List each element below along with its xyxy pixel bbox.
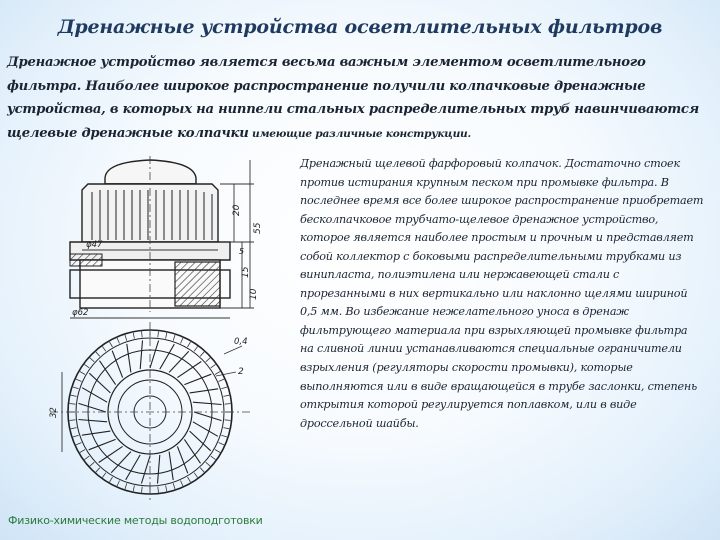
plan-outer-tick xyxy=(71,428,77,429)
plan-slot-line xyxy=(78,420,107,422)
plan-outer-tick xyxy=(69,420,75,421)
plan-outer-tick xyxy=(158,487,159,493)
plan-outer-tick xyxy=(90,462,95,466)
plan-outer-tick xyxy=(117,338,119,344)
plan-outer-tick xyxy=(110,342,113,347)
drainage-cap-drawing xyxy=(10,150,294,500)
plan-slot-line xyxy=(184,374,211,384)
plan-outer-tick xyxy=(133,485,134,491)
plan-outer-tick xyxy=(71,395,77,396)
plan-outer-tick xyxy=(76,379,82,381)
plan-outer-tick xyxy=(110,477,113,482)
plan-outer-tick xyxy=(181,338,183,344)
plan-outer-tick xyxy=(223,428,229,429)
plan-outer-tick xyxy=(211,364,216,368)
plan-dim-label: 32 xyxy=(49,407,59,418)
plan-outer-tick xyxy=(215,372,220,375)
plan-outer-tick xyxy=(219,443,225,445)
plan-outer-tick xyxy=(225,420,231,421)
callout-number: 2 xyxy=(238,367,244,377)
plan-outer-tick xyxy=(96,468,100,473)
plan-outer-tick xyxy=(206,358,211,362)
dia-label-lower: φ62 xyxy=(72,308,89,318)
plan-slot-line xyxy=(127,344,131,373)
dim-label-small: 5 xyxy=(239,247,245,256)
plan-slot-line xyxy=(82,388,107,403)
plan-outer-tick xyxy=(219,379,225,381)
intro-main-text: Дренажное устройство является весьма важным элементом осветлительного фильтра. Наиболее широкое распространение получили колпачковые дренажные устройства, в которых на ниппели стальных распределительных труб навинчиваются щелевые дренажные колпачки xyxy=(7,55,699,141)
cap-description: Дренажный щелевой фарфоровый колпачок. Достаточно стоек против истирания крупным песком при промывке фильтра. В последнее время все более широкое распространение приобретает бесколпачковое трубчато-щелевое дренажное устройство, которое является наиболее простым и прочным и представляет собой коллектор с боковыми распределительными трубками из винипласта, полиэтилена или нержавеющей стали с прорезанными в них вертикально или наклонно щелями шириной 0,5 мм. Во избежание нежелательного уноса в дренаж фильтрующего материала при взрыхляющей промывке фильтра на сливной линии устанавливаются специальные ограничители взрыхления (регуляторы скорости промывки), которые выполняются или в виде вращающейся в трубе заслонки, степень открытия которой регулируется поплавком, или в виде дроссельной шайбы. xyxy=(300,157,704,430)
plan-outer-tick xyxy=(85,364,90,368)
plan-slot-line xyxy=(141,456,150,484)
plan-slot-line xyxy=(112,351,122,378)
plan-slot-line xyxy=(194,412,222,421)
plan-outer-tick xyxy=(194,347,198,352)
plan-outer-tick xyxy=(221,435,227,437)
plan-outer-tick xyxy=(188,342,191,347)
plan-slot-line xyxy=(158,455,160,484)
dim-label-low: 10 xyxy=(249,288,259,300)
plan-outer-tick xyxy=(76,443,82,445)
plan-outer-tick xyxy=(96,352,100,357)
slide-title: Дренажные устройства осветлительных фильтров xyxy=(57,16,663,38)
plan-outer-tick xyxy=(142,487,143,493)
plan-outer-tick xyxy=(211,456,216,460)
plan-outer-tick xyxy=(80,372,85,375)
plan-outer-tick xyxy=(85,456,90,460)
plan-outer-tick xyxy=(200,468,204,473)
plan-outer-tick xyxy=(173,483,175,489)
plan-slot-line xyxy=(150,341,159,369)
plan-outer-tick xyxy=(117,481,119,487)
plan-outer-tick xyxy=(194,473,198,478)
plan-outer-tick xyxy=(125,335,127,341)
plan-outer-tick xyxy=(225,404,231,405)
slot-leader xyxy=(224,346,242,354)
plan-outer-tick xyxy=(90,358,95,362)
plan-outer-tick xyxy=(215,450,220,453)
cap-section-hatch xyxy=(175,262,220,306)
cap-rim-hatch xyxy=(70,254,102,266)
plan-slot-line xyxy=(82,431,111,435)
plan-outer-tick xyxy=(133,333,134,339)
plan-outer-tick xyxy=(166,485,167,491)
plan-outer-tick xyxy=(142,331,143,337)
plan-outer-tick xyxy=(181,481,183,487)
plan-outer-tick xyxy=(73,435,79,437)
dim-label-mid: 15 xyxy=(241,266,251,278)
dim-label-side: 55 xyxy=(253,222,263,234)
plan-slot-line xyxy=(193,422,218,437)
plan-outer-tick xyxy=(166,333,167,339)
plan-outer-tick xyxy=(158,331,159,337)
plan-slot-line xyxy=(190,389,219,393)
slot-label: 0,4 xyxy=(234,337,248,347)
plan-outer-tick xyxy=(223,395,229,396)
plan-slot-line xyxy=(177,446,187,473)
dim-label-top: 20 xyxy=(232,204,242,216)
plan-outer-tick xyxy=(200,352,204,357)
plan-slot-line xyxy=(140,340,142,369)
plan-outer-tick xyxy=(69,404,75,405)
dia-label-upper: φ47 xyxy=(86,240,103,250)
plan-outer-tick xyxy=(188,477,191,482)
intro-tail-text: имеющие различные конструкции. xyxy=(248,127,471,140)
plan-outer-tick xyxy=(173,335,175,341)
plan-outer-tick xyxy=(125,483,127,489)
plan-slot-line xyxy=(193,402,222,404)
plan-outer-tick xyxy=(102,473,106,478)
plan-outer-tick xyxy=(221,387,227,389)
plan-outer-tick xyxy=(73,387,79,389)
plan-outer-tick xyxy=(80,450,85,453)
plan-slot-line xyxy=(160,344,175,369)
intro-paragraph xyxy=(7,51,707,146)
plan-slot-line xyxy=(126,455,141,480)
plan-outer-tick xyxy=(206,462,211,466)
plan-slot-line xyxy=(89,439,116,449)
footer-course-title: Физико-химические методы водоподготовки xyxy=(8,514,263,527)
cap-technical-drawing xyxy=(10,150,294,500)
plan-slot-line xyxy=(79,403,107,412)
plan-outer-tick xyxy=(102,347,106,352)
plan-slot-line xyxy=(169,452,173,481)
